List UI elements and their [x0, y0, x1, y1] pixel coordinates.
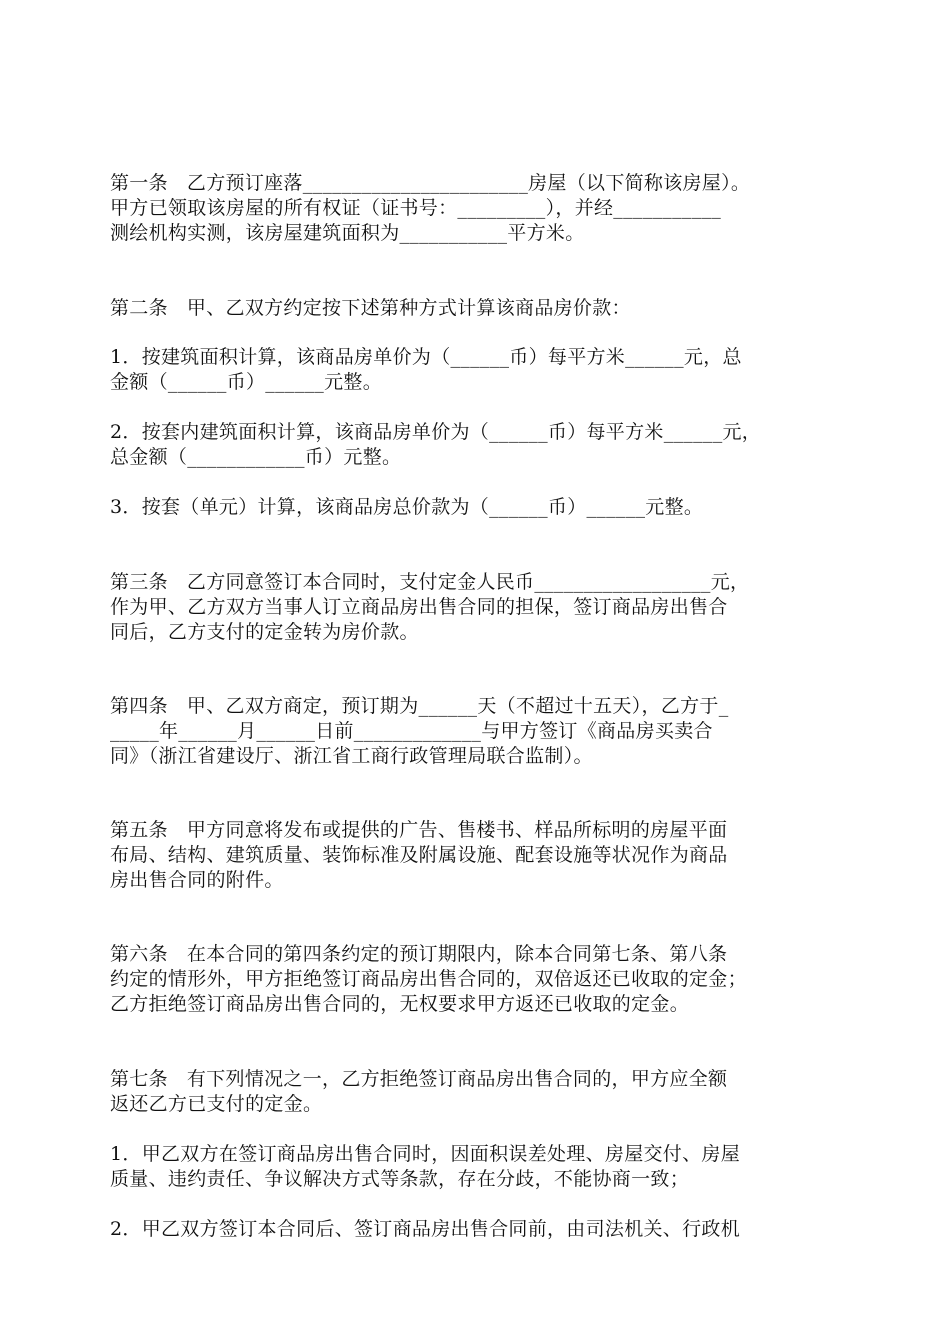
article-1-line: 测绘机构实测，该房屋建筑面积为___________平方米。 — [110, 222, 585, 244]
article-2-item-3 — [110, 495, 842, 520]
article-6-line: 乙方拒绝签订商品房出售合同的，无权要求甲方返还已收取的定金。 — [110, 993, 690, 1015]
article-5-line: 第五条 甲方同意将发布或提供的广告、售楼书、样品所标明的房屋平面 — [110, 819, 728, 841]
article-7-line: 返还乙方已支付的定金。 — [110, 1093, 323, 1115]
article-6 — [110, 942, 842, 1017]
article-3-line: 同后，乙方支付的定金转为房价款。 — [110, 621, 419, 643]
article-1-line: 第一条 乙方预订座落_______________________房屋（以下简称该房屋）。 — [110, 172, 751, 194]
article-3-line: 第三条 乙方同意签订本合同时，支付定金人民币__________________元， — [110, 571, 750, 593]
article-4-line: 第四条 甲、乙双方商定，预订期为______天（不超过十五天），乙方于_ — [110, 695, 729, 717]
article-7-line: 第七条 有下列情况之一，乙方拒绝签订商品房出售合同的，甲方应全额 — [110, 1068, 728, 1090]
article-4 — [110, 694, 842, 769]
article-6-line: 第六条 在本合同的第四条约定的预订期限内，除本合同第七条、第八条 — [110, 943, 728, 965]
article-2-item-2-line: 2．按套内建筑面积计算，该商品房单价为（______币）每平方米______元， — [110, 421, 762, 443]
article-1 — [110, 171, 842, 246]
article-7-item-2-line: 2．甲乙双方签订本合同后、签订商品房出售合同前，由司法机关、行政机 — [110, 1218, 740, 1240]
article-4-line: _____年______月______日前_____________与甲方签订《商品房买卖合 — [110, 720, 713, 742]
article-7-item-1-line: 质量、违约责任、争议解决方式等条款，存在分歧，不能协商一致； — [110, 1168, 690, 1190]
article-5 — [110, 818, 842, 893]
article-2-item-1-line: 1．按建筑面积计算，该商品房单价为（______币）每平方米______元，总 — [110, 346, 742, 368]
article-2-item-3-line: 3．按套（单元）计算，该商品房总价款为（______币）______元整。 — [110, 496, 704, 518]
article-4-line: 同》（浙江省建设厅、浙江省工商行政管理局联合监制）。 — [110, 745, 593, 767]
article-2-line: 第二条 甲、乙双方约定按下述第种方式计算该商品房价款： — [110, 297, 631, 319]
article-3 — [110, 570, 842, 645]
article-7-item-1 — [110, 1142, 842, 1192]
article-1-line: 甲方已领取该房屋的所有权证（证书号：_________），并经___________ — [110, 197, 722, 219]
article-7 — [110, 1067, 842, 1117]
article-5-line: 布局、结构、建筑质量、装饰标准及附属设施、配套设施等状况作为商品 — [110, 844, 728, 866]
article-2-item-2 — [110, 420, 842, 470]
article-7-item-1-line: 1．甲乙双方在签订商品房出售合同时，因面积误差处理、房屋交付、房屋 — [110, 1143, 740, 1165]
article-2 — [110, 296, 842, 321]
article-3-line: 作为甲、乙方双方当事人订立商品房出售合同的担保，签订商品房出售合 — [110, 596, 728, 618]
article-6-line: 约定的情形外，甲方拒绝签订商品房出售合同的，双倍返还已收取的定金； — [110, 968, 747, 990]
article-2-item-1-line: 金额（______币）______元整。 — [110, 371, 383, 393]
article-5-line: 房出售合同的附件。 — [110, 869, 284, 891]
article-2-item-2-line: 总金额（____________币）元整。 — [110, 446, 402, 468]
article-7-item-2 — [110, 1217, 842, 1242]
article-2-item-1 — [110, 345, 842, 395]
